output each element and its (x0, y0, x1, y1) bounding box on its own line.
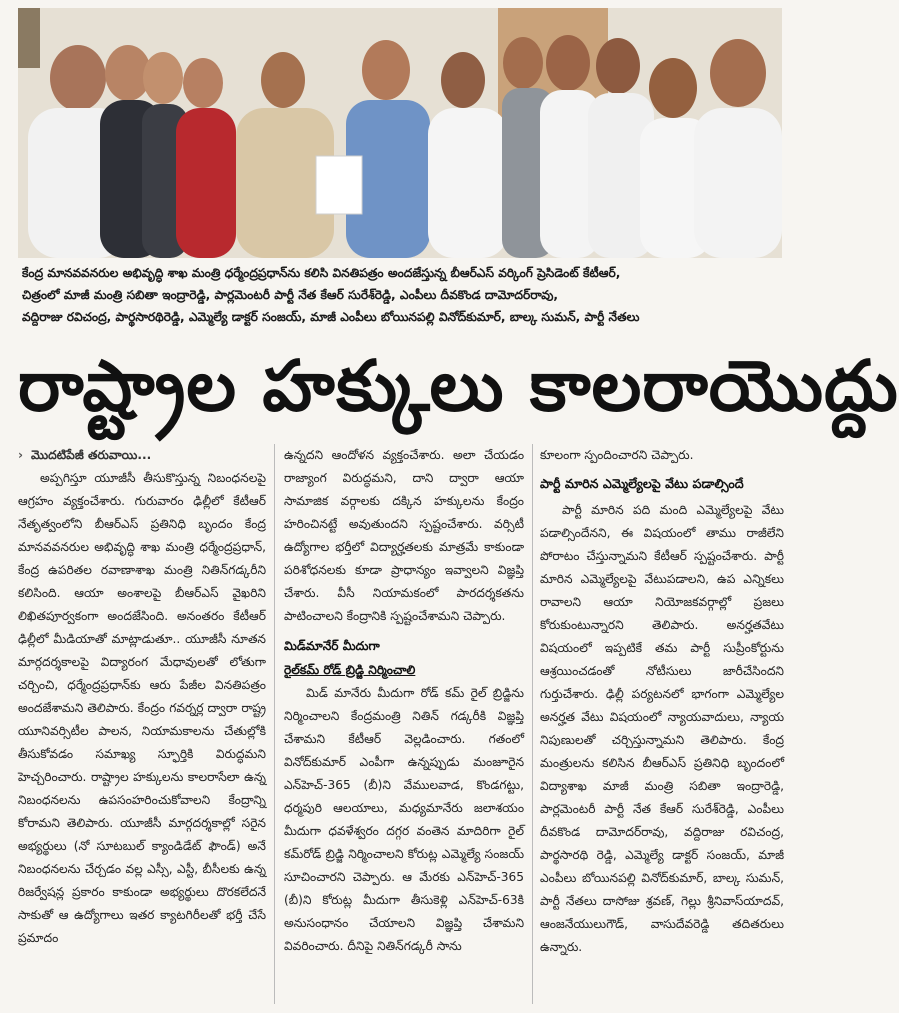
group-photo-icon (18, 8, 782, 258)
column-divider (274, 444, 275, 1004)
section-heading: పార్టీ మారిన ఎమ్మెల్యేలపై వేటు పడాల్సిందే (540, 476, 744, 491)
continuation-label: మొదటిపేజీ తరువాయి... (31, 448, 152, 462)
headline: రాష్ట్రాల హక్కులు కాలరాయొద్దు (18, 345, 899, 427)
caption-line: చిత్రంలో మాజీ మంత్రి సబితా ఇంద్రారెడ్డి, పార్లమెంటరీ పార్టీ నేత కేఆర్ సురేశ్‌రెడ్డి, ఎంపీలు దీవకొండ దామోదర్‌రావు, (22, 288, 559, 302)
caption-line: కేంద్ర మానవవనరుల అభివృద్ధి శాఖ మంత్రి ధర్మేంద్రప్రధాన్‌ను కలిసి వినతిపత్రం అందజేస్తున్న బీఆర్ఎస్ వర్కింగ్ ప్రెసిడెంట్ కేటీఆర్, (22, 266, 621, 280)
article-column-2 (284, 444, 524, 958)
photo-caption (22, 262, 780, 328)
chevron-right-icon: › (18, 448, 24, 462)
subheading-line-2: రైల్‌కమ్ రోడ్ బ్రిడ్జి నిర్మించాలి (284, 663, 416, 677)
article-column-3 (540, 444, 784, 959)
article-paragraph: పార్టీ మారిన పది మంది ఎమ్మెల్యేలపై వేటు పడాల్సిందేనని, ఈ విషయంలో తాము రాజీలేని పోరాటం చేస్తున్నామని కేటీఆర్ స్పష్టంచేశారు. పార్టీ మారిన ఎమ్మెల్యేలపై వేటుపడాలని, ఉప ఎన్నికలు రావాలని ఆయా నియోజకవర్గాల్లో ప్రజలు కోరుకుంటున్నారని తెలిపారు. అనర్హతవేటు విషయంలో ఇప్పటికే తమ పార్టీ సుప్రీంకోర్టును ఆశ్రయించడంతో నోటీసులు జారీచేసిందని గుర్తుచేశారు. ఢిల్లీ పర్యటనలో భాగంగా ఎమ్మెల్యేల అనర్హత వేటు విషయంలో న్యాయవాదులు, న్యాయ నిపుణులతో చర్చిస్తున్నామని తెలిపారు. కేంద్ర మంత్రులను కలిసిన బీఆర్ఎస్ ప్రతినిధి బృందంలో విద్యాశాఖ మాజీ మంత్రి సబితా ఇంద్రారెడ్డి, పార్లమెంటరీ పార్టీ నేత కేఆర్ సురేశ్‌రెడ్డి, ఎంపీలు దీవకొండ దామోదర్‌రావు, వద్దిరాజు రవిచంద్ర, పార్థసారథి రెడ్డి, ఎమ్మెల్యే డాక్టర్ సంజయ్, మాజీ ఎంపీలు బోయినపల్లి వినోద్‌కుమార్, బాల్క సుమన్, పార్టీ నేతలు దాసోజు శ్రవణ్, గెల్లు శ్రీనివాస్‌యాదవ్, ఆంజనేయులుగౌడ్, వాసుదేవరెడ్డి తదితరులు ఉన్నారు. (540, 503, 784, 954)
continuation-lead (18, 444, 266, 467)
article-paragraph: అప్పగిస్తూ యూజీసీ తీసుకొస్తున్న నిబంధనలపై ఆగ్రహం వ్యక్తంచేశారు. గురువారం ఢిల్లీలో కేటీఆర్ నేతృత్వంలోని బీఆర్ఎస్ ప్రతినిధి బృందం కేంద్ర మానవవనరుల అభివృద్ధి శాఖ మంత్రి ధర్మేంద్రప్రధాన్, కేంద్ర ఉపరితల రవాణాశాఖ మంత్రి నితిన్‌గడ్కరీని కలిసింది. ఆయా అంశాలపై బీఆర్ఎస్ వైఖరిని లిఖితపూర్వకంగా అందజేసింది. అనంతరం కేటీఆర్ ఢిల్లీలో మీడియాతో మాట్లాడుతూ.. యూజీసీ నూతన మార్గదర్శకాలపై విద్యారంగ మేధావులతో లోతుగా చర్చించి, ధర్మేంద్రప్రధాన్‌కు ఆరు పేజీల వినతిపత్రం అందజేశామని తెలిపారు. కేంద్రం గవర్నర్ల ద్వారా రాష్ట్ర యూనివర్సిటీల పాలన, నియామకాలను చేతుల్లోకి తీసుకోవడం సమాఖ్య స్ఫూర్తికి విరుద్ధమని హెచ్చరించారు. రాష్ట్రాల హక్కులను కాలరాసేలా ఉన్న నిబంధనలను ఉపసంహరించుకోవాలని కేంద్రాన్ని కోరామని తెలిపారు. యూజీసీ మార్గదర్శకాల్లో సరైన అభ్యర్థులు (నో సూటబుల్ క్యాండిడేట్ ఫౌండ్) అనే నిబంధనలను చేర్చడం వల్ల ఎస్సీ, ఎస్టీ, బీసీలకు ఉన్న రిజర్వేషన్ల ప్రకారం కాకుండా అభ్యర్థులు దొరకలేదనే సాకుతో ఆ ఉద్యోగాలు ఇతర క్యాటగిరీలతో భర్తీ చేసే ప్రమాదం (18, 471, 266, 945)
article-paragraph: కూలంగా స్పందించారని చెప్పారు. (540, 448, 694, 462)
article-paragraph: మిడ్ మానేరు మీదుగా రోడ్ కమ్ రైల్ బ్రిడ్జిను నిర్మించాలని కేంద్రమంత్రి నితిన్ గడ్కరీకి విజ్ఞప్తి చేశామని కేటీఆర్ వెల్లడించారు. గతంలో వినోద్‌కుమార్ ఎంపీగా ఉన్నప్పుడు మంజూరైన ఎన్‌హెచ్-365 (బీ)ని వేములవాడ, కొండగట్టు, ధర్మపురి ఆలయాలు, మధ్యమానేరు జలాశయం మీదుగా ధవళేశ్వరం దగ్గర వంతెన మాదిరిగా రైల్ కమ్‌రోడ్ బ్రిడ్జి నిర్మించాలని కోరుట్ల ఎమ్మెల్యే సంజయ్ సూచించారని చెప్పారు. ఆ మేరకు ఎన్‌హెచ్-365 (బీ)ని కోరుట్ల మీదుగా తీసుకెళ్లి ఎన్‌హెచ్-63కి అనుసంధానం చేయాలని విజ్ఞప్తి చేశామని వివరించారు. దీనిపై నితిన్‌గడ్కరీ సాను (284, 686, 524, 953)
article-column-1 (18, 444, 266, 950)
group-photo (18, 8, 782, 258)
article-paragraph: ఉన్నదని ఆందోళన వ్యక్తంచేశారు. అలా చేయడం రాజ్యాంగ విరుద్ధమని, దాని ద్వారా ఆయా సామాజిక వర్గాలకు దక్కిన హక్కులను కేంద్రం హరించినట్టే అవుతుందని స్పష్టంచేశారు. వర్సిటీ ఉద్యోగాల భర్తీలో విద్యార్హతలకు మాత్రమే కాకుండా పరిశోధనలకు కూడా ప్రాధాన్యం ఇవ్వాలని విజ్ఞప్తి చేశారు. వీసీ నియామకంలో పారదర్శకతను పాటించాలని కేంద్రానికి స్పష్టంచేశామని చెప్పారు. (284, 448, 524, 623)
caption-line: వద్దిరాజు రవిచంద్ర, పార్థసారథిరెడ్డి, ఎమ్మెల్యే డాక్టర్ సంజయ్, మాజీ ఎంపీలు బోయినపల్లి వినోద్‌కుమార్, బాల్క సుమన్, పార్టీ నేతలు (22, 310, 640, 324)
subheading-line-1: మిడ్‌మానేర్ మీదుగా (284, 639, 380, 653)
column-divider (532, 444, 533, 1004)
